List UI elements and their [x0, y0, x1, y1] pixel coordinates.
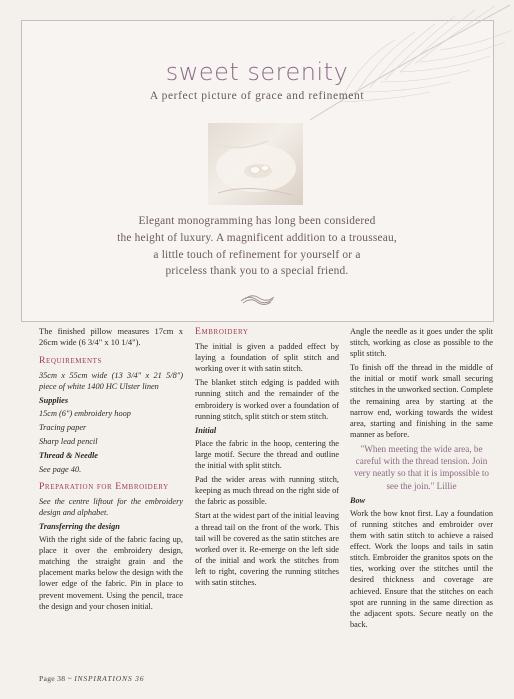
publication-name: INSPIRATIONS 36	[74, 674, 145, 683]
column-3	[350, 326, 493, 633]
paragraph: To finish off the thread in the middle of the initial or motif work small securing stitches in the unworked section. Complete the remaining area by starting at the narrow end, working towards the widest area, starting and finishing in the same manner as before.	[350, 363, 493, 439]
fabric-spec: 35cm x 55cm wide (13 3/4" x 21 5/8") piece of white 1400 HC Ulster linen	[39, 370, 183, 391]
page-title: sweet serenity	[165, 58, 349, 86]
supply-item: Tracing paper	[39, 423, 87, 433]
intro-line: the height of luxury. A magnificent addition to a trousseau,	[117, 231, 397, 244]
intro-text	[60, 213, 454, 280]
paragraph: Place the fabric in the hoop, centering the large motif. Secure the thread and outline the initial with split stitch.	[195, 438, 339, 471]
paragraph: Angle the needle as it goes under the split stitch, working as close as possible to the split stitch.	[350, 327, 493, 359]
page-footer	[39, 674, 144, 683]
paragraph: Pad the wider areas with running stitch, keeping as much thread on the right side of the fabric as possible.	[195, 475, 339, 507]
supply-item: Sharp lead pencil	[39, 437, 98, 447]
requirements-heading: Requirements	[39, 354, 102, 366]
column-1	[39, 326, 183, 615]
page-subtitle: A perfect picture of grace and refinement	[149, 90, 365, 102]
supply-item: 15cm (6") embroidery hoop	[39, 409, 131, 419]
paragraph: The initial is given a padded effect by laying a foundation of split stitch and working over it with satin stitch.	[195, 342, 339, 374]
intro-line: priceless thank you to a special friend.	[165, 265, 349, 278]
column-2	[195, 326, 339, 591]
paragraph: Work the bow knot first. Lay a foundation of running stitches and embroider over them with satin stitch to achieve a raised effect. Work the loops and tails in satin stitch. Embroider the granitos spots on the ties, working over the stitches until the desired thickness and coverage are achieved. Ensure that the stitches on each spot are running in the same direction as the adjacent spots. Secure neatly on the back.	[350, 508, 493, 629]
quote-text: "When meeting the wide area, be careful with the thread tension. Join very neatly so that it is impossible to see the join."	[354, 443, 489, 491]
transfer-text: With the right side of the fabric facing up, place it over the embroidery design, matching the straight grain and the placement marks below the design with the lower edge of the fabric. Pin in place to prevent movement. Using the pencil, trace the design and your chosen initial.	[39, 535, 183, 611]
preparation-note: See the centre liftout for the embroidery design and alphabet.	[39, 496, 183, 517]
intro-line: a little touch of refinement for yourself or a	[153, 248, 361, 261]
finished-size: The finished pillow measures 17cm x 26cm wide (6 3/4" x 10 1/4").	[39, 326, 183, 348]
paragraph: The blanket stitch edging is padded with running stitch and the remainder of the embroidery is worked over a foundation of running stitch, split stitch or stem stitch.	[195, 378, 339, 421]
preparation-heading: Preparation for Embroidery	[39, 480, 169, 492]
pillow-image	[208, 123, 303, 205]
pillow-photo	[208, 123, 303, 205]
page-number: Page 38	[39, 674, 66, 683]
thread-reference: See page 40.	[39, 464, 82, 474]
initial-heading: Initial	[195, 425, 217, 435]
embroidery-heading: Embroidery	[195, 326, 249, 337]
supplies-heading: Supplies	[39, 396, 69, 406]
pull-quote	[350, 443, 493, 492]
swirl-ornament-icon	[237, 291, 277, 309]
thread-heading: Thread & Needle	[39, 451, 98, 461]
intro-line: Elegant monogramming has long been considered	[138, 215, 376, 227]
transfer-heading: Transferring the design	[39, 521, 120, 531]
quote-author: Lillie	[436, 480, 457, 491]
bow-heading: Bow	[350, 495, 366, 505]
paragraph: Start at the widest part of the initial leaving a thread tail on the front of the work. This tail will be covered as the satin stitches are worked over it. Re-emerge on the left side of the initial and work the stitches from left to right, covering the running stitches with satin stitches.	[195, 511, 339, 587]
footer-separator: ~	[67, 674, 72, 683]
